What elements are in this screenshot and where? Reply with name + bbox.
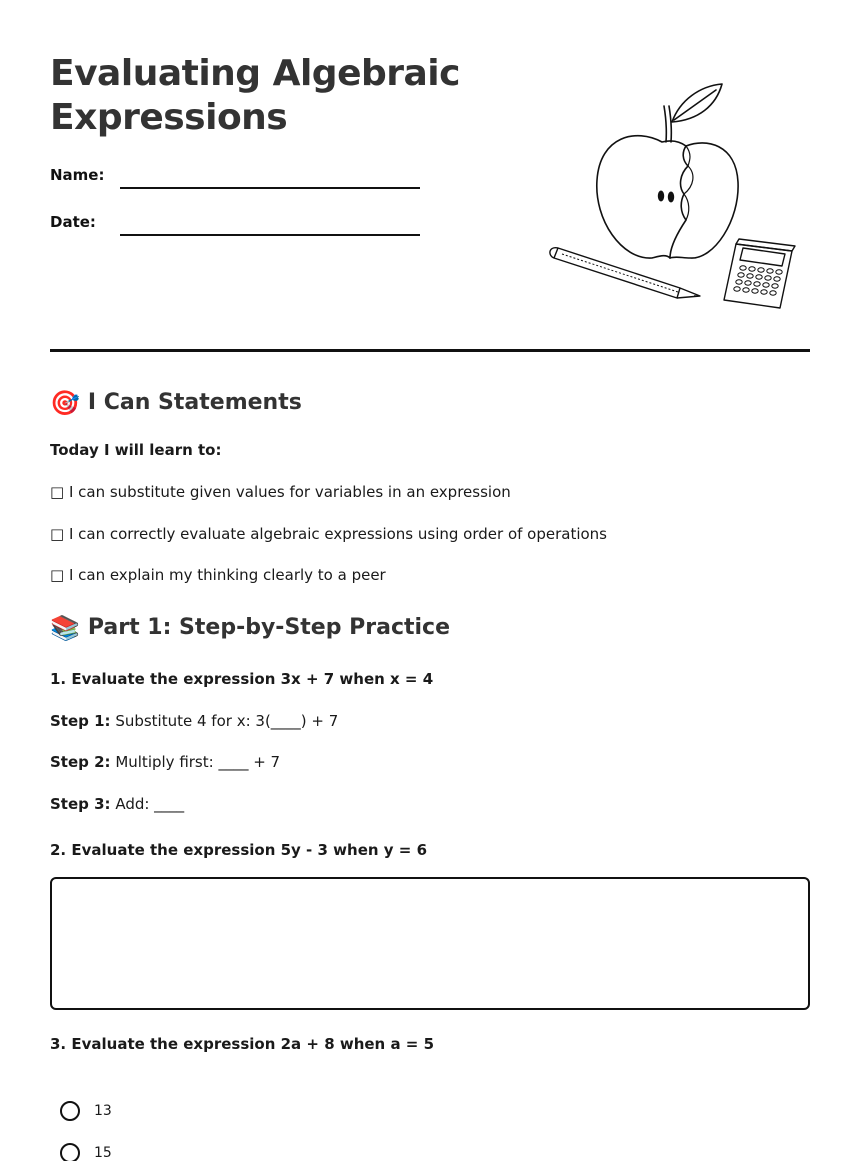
- step-2-text: Multiply first: ____ + 7: [110, 753, 281, 771]
- learning-goal-subheading: Today I will learn to:: [50, 441, 222, 459]
- step-3-text: Add: ____: [110, 795, 185, 813]
- question-3-option-2[interactable]: [60, 1143, 112, 1161]
- question-1-prompt: 1. Evaluate the expression 3x + 7 when x = 4: [50, 670, 434, 688]
- section-heading-i-can: [50, 390, 302, 415]
- step-3-label: Step 3:: [50, 795, 111, 813]
- radio-button[interactable]: [60, 1143, 80, 1161]
- step-2-label: Step 2:: [50, 753, 111, 771]
- date-field[interactable]: [120, 234, 420, 236]
- name-field[interactable]: [120, 187, 420, 189]
- question-3-prompt: 3. Evaluate the expression 2a + 8 when a = 5: [50, 1035, 435, 1053]
- step-1: [50, 712, 338, 730]
- step-1-text: Substitute 4 for x: 3(____) + 7: [110, 712, 339, 730]
- name-label: Name:: [50, 166, 105, 184]
- step-2: [50, 753, 280, 771]
- step-1-label: Step 1:: [50, 712, 111, 730]
- i-can-statement-2[interactable]: □ I can correctly evaluate algebraic expressions using order of operations: [50, 525, 607, 543]
- i-can-statement-3[interactable]: □ I can explain my thinking clearly to a peer: [50, 566, 386, 584]
- question-2-prompt: 2. Evaluate the expression 5y - 3 when y = 6: [50, 841, 427, 859]
- i-can-statement-1[interactable]: □ I can substitute given values for variables in an expression: [50, 483, 511, 501]
- option-label: 13: [94, 1103, 112, 1119]
- apple-pencil-calculator-illustration: [540, 70, 810, 315]
- section-heading-part-1-text: Part 1: Step-by-Step Practice: [87, 615, 451, 640]
- books-icon: 📚: [50, 613, 80, 642]
- section-heading-part-1: [50, 615, 450, 640]
- date-label: Date:: [50, 213, 96, 231]
- header-divider: [50, 349, 810, 352]
- target-dart-icon: 🎯: [50, 388, 80, 417]
- question-2-answer-box[interactable]: [50, 877, 810, 1010]
- page-title: Evaluating Algebraic Expressions: [50, 53, 460, 138]
- step-3: [50, 795, 184, 813]
- section-heading-i-can-text: I Can Statements: [87, 390, 302, 415]
- question-3-option-1[interactable]: [60, 1101, 112, 1121]
- radio-button[interactable]: [60, 1101, 80, 1121]
- option-label: 15: [94, 1145, 112, 1161]
